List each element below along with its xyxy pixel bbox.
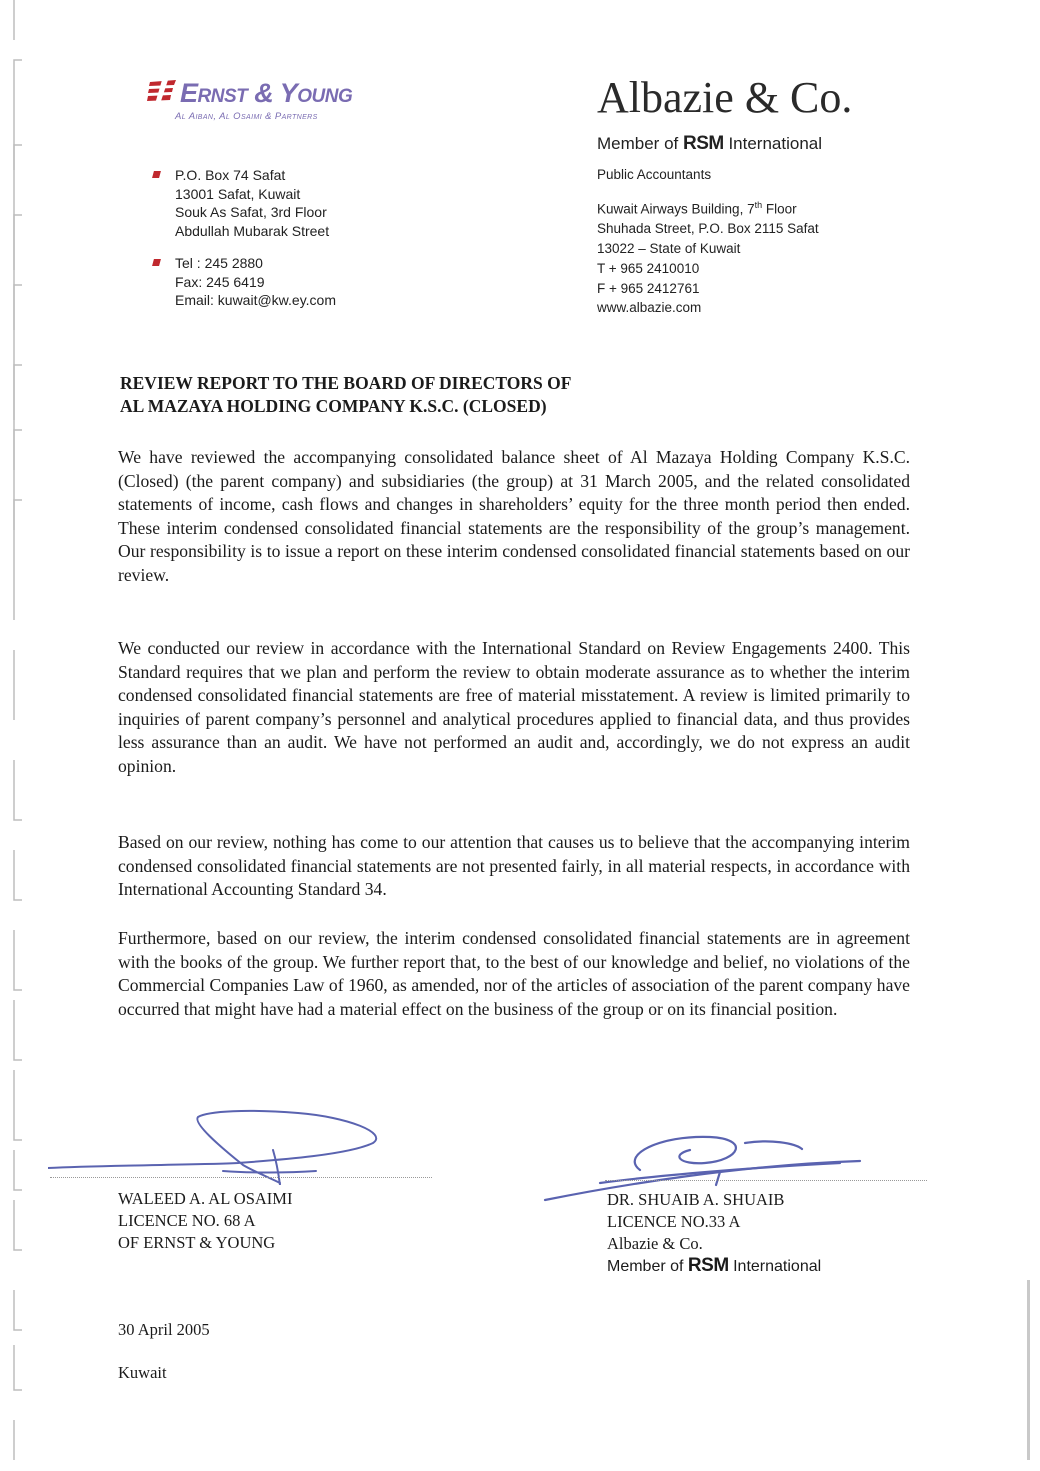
- ey-phone: Tel : 245 2880: [175, 255, 263, 271]
- ey-address-line: Abdullah Mubarak Street: [175, 222, 330, 239]
- ey-firm-name: Ernst & Young: [180, 78, 353, 108]
- signatory-licence: LICENCE NO.33 A: [607, 1212, 741, 1231]
- binding-edge: [0, 0, 40, 1471]
- signature-line: [605, 1180, 927, 1181]
- signatory-member-line: Member of RSM International: [607, 1255, 822, 1276]
- ey-email: Email: kuwait@kw.ey.com: [175, 292, 336, 308]
- ey-firm-subtitle: Al Aiban, Al Osaimi & Partners: [175, 111, 318, 122]
- signatory-name: WALEED A. AL OSAIMI: [118, 1189, 293, 1208]
- signatory-firm: OF ERNST & YOUNG: [118, 1233, 276, 1252]
- ey-address: [175, 166, 329, 240]
- signatory-right: [607, 1189, 821, 1278]
- rsm-logo: RSM: [682, 133, 724, 154]
- albazie-address-line3: 13022 – State of Kuwait: [597, 241, 741, 257]
- report-place: Kuwait: [118, 1363, 167, 1382]
- albazie-address-line2: Shuhada Street, P.O. Box 2115 Safat: [597, 221, 819, 237]
- member-suffix: International: [728, 134, 823, 153]
- signatory-left: [118, 1188, 292, 1254]
- scan-edge-line: [1027, 1280, 1030, 1460]
- albazie-member-line: [597, 133, 822, 155]
- albazie-address: [597, 196, 819, 318]
- albazie-public-accountants: Public Accountants: [597, 167, 712, 182]
- ey-fax: Fax: 245 6419: [175, 273, 265, 290]
- ey-logo-mark: [146, 80, 176, 104]
- bullet-icon: [152, 259, 161, 266]
- ey-address-line: P.O. Box 74 Safat: [175, 167, 286, 183]
- report-heading-line1: REVIEW REPORT TO THE BOARD OF DIRECTORS OF: [120, 373, 572, 393]
- report-paragraph: We have reviewed the accompanying consolidated balance sheet of Al Mazaya Holding Company K.S.C. (Closed) (the parent company) and subsidiaries (the group) at 31 March 2005, and the related consolidated statements of income, cash flows and changes in shareholders’ equity for the three month period then ended. These interim condensed consolidated financial statements are the responsibility of the group’s management. Our responsibility is to issue a report on these interim condensed consolidated financial statements based on our review.: [118, 447, 910, 585]
- signature-line: [50, 1177, 432, 1178]
- ey-address-line: 13001 Safat, Kuwait: [175, 185, 301, 202]
- rsm-logo: RSM: [687, 1255, 729, 1276]
- signatory-licence: LICENCE NO. 68 A: [118, 1211, 256, 1230]
- report-paragraph: We conducted our review in accordance with the International Standard on Review Engagements 2400. This Standard requires that we plan and perform the review to obtain moderate assurance as to whether the interim condensed consolidated financial statements are free of material misstatement. A review is limited primarily to inquiries of parent company’s personnel and analytical procedures applied to financial data, and thus provides less assurance than an audit. We have not performed an audit and, accordingly, we do not express an audit opinion.: [118, 638, 910, 776]
- signature-osaimi: [48, 1105, 388, 1185]
- albazie-website: www.albazie.com: [597, 300, 702, 316]
- albazie-title: Albazie & Co.: [597, 73, 853, 122]
- report-paragraph: Furthermore, based on our review, the interim condensed consolidated financial statements are in agreement with the books of the group. We further report that, to the best of our knowledge and belief, no violations of the Commercial Companies Law of 1960, as amended, nor of the articles of association of the parent company have occurred that might have had a material effect on the business of the group or on its financial position.: [118, 928, 910, 1019]
- ey-contact: [175, 254, 336, 310]
- report-heading: [120, 372, 571, 418]
- signatory-name: DR. SHUAIB A. SHUAIB: [607, 1190, 785, 1209]
- albazie-address-line1: Kuwait Airways Building, 7th Floor: [597, 200, 797, 217]
- signatory-firm: Albazie & Co.: [607, 1234, 703, 1253]
- report-heading-line2: AL MAZAYA HOLDING COMPANY K.S.C. (CLOSED): [120, 396, 547, 416]
- report-paragraph: Based on our review, nothing has come to our attention that causes us to believe that the accompanying interim condensed consolidated financial statements are not presented fairly, in all material respects, in accordance with International Accounting Standard 34.: [118, 832, 910, 900]
- albazie-fax: F + 965 2412761: [597, 280, 700, 296]
- bullet-icon: [152, 171, 161, 178]
- report-date: 30 April 2005: [118, 1320, 210, 1339]
- ey-address-line: Souk As Safat, 3rd Floor: [175, 204, 327, 220]
- albazie-phone: T + 965 2410010: [597, 260, 700, 276]
- member-prefix: Member of: [597, 134, 679, 153]
